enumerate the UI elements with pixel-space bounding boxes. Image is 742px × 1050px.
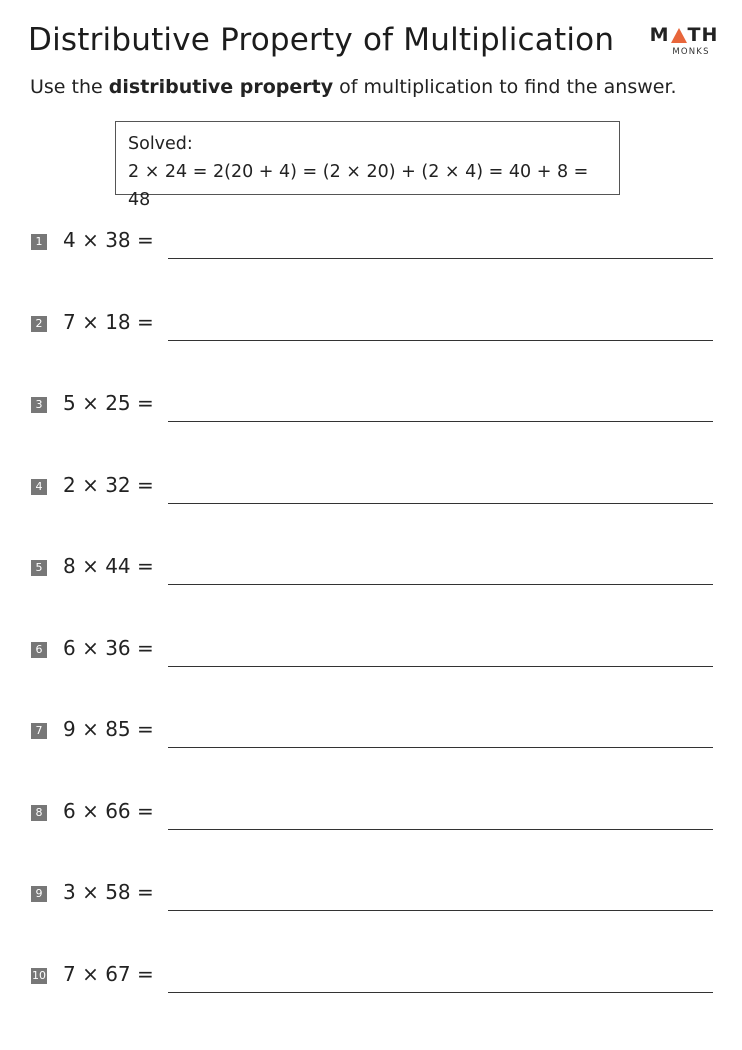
logo-subtext: MONKS	[672, 47, 710, 57]
answer-line[interactable]	[168, 584, 713, 585]
problem-number-badge: 10	[32, 968, 46, 982]
answer-line[interactable]	[168, 503, 713, 504]
instr-suffix: of multiplication to find the answer.	[333, 76, 677, 98]
example-equation: 2 × 24 = 2(20 + 4) = (2 × 20) + (2 × 4) = 40 + 8 = 48	[128, 162, 589, 210]
problem-expression: 6 × 36 =	[63, 635, 154, 660]
problem-number-badge: 3	[31, 397, 47, 413]
problem-row	[31, 226, 713, 256]
problem-row	[31, 878, 713, 908]
problem-expression: 7 × 18 =	[63, 309, 154, 334]
problem-number-badge: 9	[31, 886, 47, 902]
answer-line[interactable]	[168, 258, 713, 259]
problem-expression: 8 × 44 =	[63, 554, 154, 578]
problem-number-badge: 2	[31, 316, 47, 332]
problem-expression: 7 × 67 =	[63, 961, 154, 986]
problem-row	[31, 797, 713, 827]
problem-row	[31, 308, 713, 338]
problem-row	[31, 471, 713, 501]
example-label: Solved:	[128, 134, 193, 154]
problem-row	[31, 552, 713, 582]
problem-row	[31, 389, 713, 419]
answer-line[interactable]	[168, 829, 713, 830]
answer-line[interactable]	[168, 421, 713, 422]
problem-number-badge: 7	[31, 723, 47, 739]
answer-line[interactable]	[168, 747, 713, 748]
problem-row	[31, 715, 713, 745]
answer-line[interactable]	[168, 992, 713, 993]
answer-line[interactable]	[168, 666, 713, 667]
page-title: Distributive Property of Multiplication	[28, 22, 615, 58]
math-monks-logo: M TH MONKS	[649, 24, 719, 57]
problem-expression: 5 × 25 =	[63, 391, 154, 415]
problem-row	[31, 960, 713, 990]
problem-expression: 3 × 58 =	[63, 880, 154, 904]
answer-line[interactable]	[168, 340, 713, 341]
problem-expression: 6 × 66 =	[63, 798, 154, 823]
problem-row	[31, 634, 713, 664]
triangle-icon	[671, 28, 687, 43]
problem-number-badge: 1	[31, 234, 47, 250]
problem-number-badge: 8	[31, 805, 47, 821]
problem-expression: 4 × 38 =	[63, 228, 154, 252]
instr-bold: distributive property	[108, 76, 334, 98]
problem-number-badge: 4	[31, 479, 47, 495]
answer-line[interactable]	[168, 910, 713, 911]
problem-number-badge: 6	[31, 642, 47, 658]
instr-prefix: Use the	[30, 76, 109, 98]
problem-number-badge: 5	[31, 560, 47, 576]
problem-expression: 2 × 32 =	[63, 472, 154, 497]
example-box	[115, 121, 620, 210]
instructions	[30, 76, 677, 98]
problem-expression: 9 × 85 =	[63, 717, 154, 741]
